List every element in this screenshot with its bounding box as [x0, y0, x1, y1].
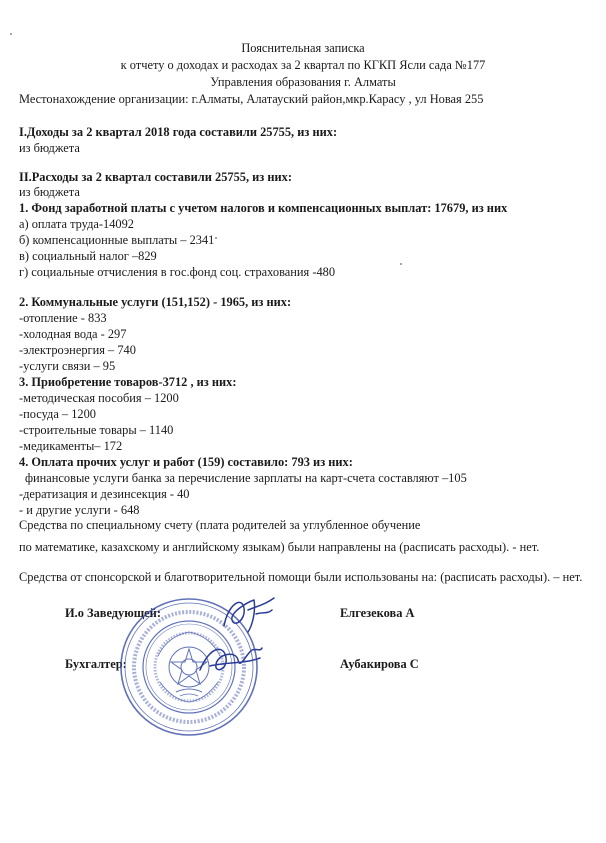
organization-location: Местонахождение организации: г.Алматы, Алатауский район,мкр.Карасу , ул Новая 255	[19, 92, 484, 106]
goods-heading: 3. Приобретение товаров-3712 , из них:	[19, 375, 237, 389]
head-signature-icon	[218, 592, 278, 636]
other-services-item: финансовые услуги банка за перечисление зарплаты на карт-счета составляют –105	[25, 471, 467, 485]
special-account-line: Средства по специальному счету (плата родителей за углубленное обучение	[19, 518, 421, 532]
head-name: Елгезекова А	[340, 606, 415, 620]
payroll-item: б) компенсационные выплаты – 2341	[19, 233, 215, 247]
payroll-item: а) оплата труда-14092	[19, 217, 134, 231]
sponsorship-note: Средства от спонсорской и благотворительной помощи были использованы на: (расписать расходы). – нет.	[19, 570, 583, 584]
utilities-item: -услуги связи – 95	[19, 359, 116, 373]
goods-item: -медикаменты– 172	[19, 439, 123, 453]
payroll-heading: 1. Фонд заработной платы с учетом налогов и компенсационных выплат: 17679, из них	[19, 201, 508, 215]
goods-item: -строительные товары – 1140	[19, 423, 174, 437]
payroll-item: в) социальный налог –829	[19, 249, 157, 263]
expenses-heading: II.Расходы за 2 квартал составили 25755, из них:	[19, 170, 292, 184]
special-account-line: по математике, казахскому и английскому языкам) были направлены на (расписать расходы). - нет.	[19, 540, 540, 554]
other-services-heading: 4. Оплата прочих услуг и работ (159) составило: 793 из них:	[19, 455, 353, 469]
scan-speck	[10, 33, 12, 35]
accountant-signature-icon	[196, 640, 266, 680]
accountant-name: Аубакирова С	[340, 657, 419, 671]
head-signature-label: И.о Заведующей:	[65, 606, 161, 620]
goods-item: -методическая пособия – 1200	[19, 391, 179, 405]
scan-speck	[215, 237, 217, 239]
utilities-item: -электроэнергия – 740	[19, 343, 136, 357]
utilities-item: -отопление - 833	[19, 311, 107, 325]
accountant-signature-label: Бухгалтер:	[65, 657, 127, 671]
document-subtitle: к отчету о доходах и расходах за 2 квартал по КГКП Ясли сада №177	[120, 58, 486, 72]
income-source: из бюджета	[19, 141, 80, 155]
goods-item: -посуда – 1200	[19, 407, 96, 421]
expenses-source: из бюджета	[19, 185, 80, 199]
utilities-item: -холодная вода - 297	[19, 327, 127, 341]
income-heading: I.Доходы за 2 квартал 2018 года составили 25755, из них:	[19, 125, 338, 139]
other-services-item: - и другие услуги - 648	[19, 503, 140, 517]
other-services-item: -дератизация и дезинсекция - 40	[19, 487, 190, 501]
payroll-item: г) социальные отчисления в гос.фонд соц. страхования -480	[19, 265, 336, 279]
document-title: Пояснительная записка	[241, 41, 365, 55]
scan-speck	[400, 263, 402, 265]
document-department: Управления образования г. Алматы	[210, 75, 396, 89]
utilities-heading: 2. Коммунальные услуги (151,152) - 1965, из них:	[19, 295, 292, 309]
